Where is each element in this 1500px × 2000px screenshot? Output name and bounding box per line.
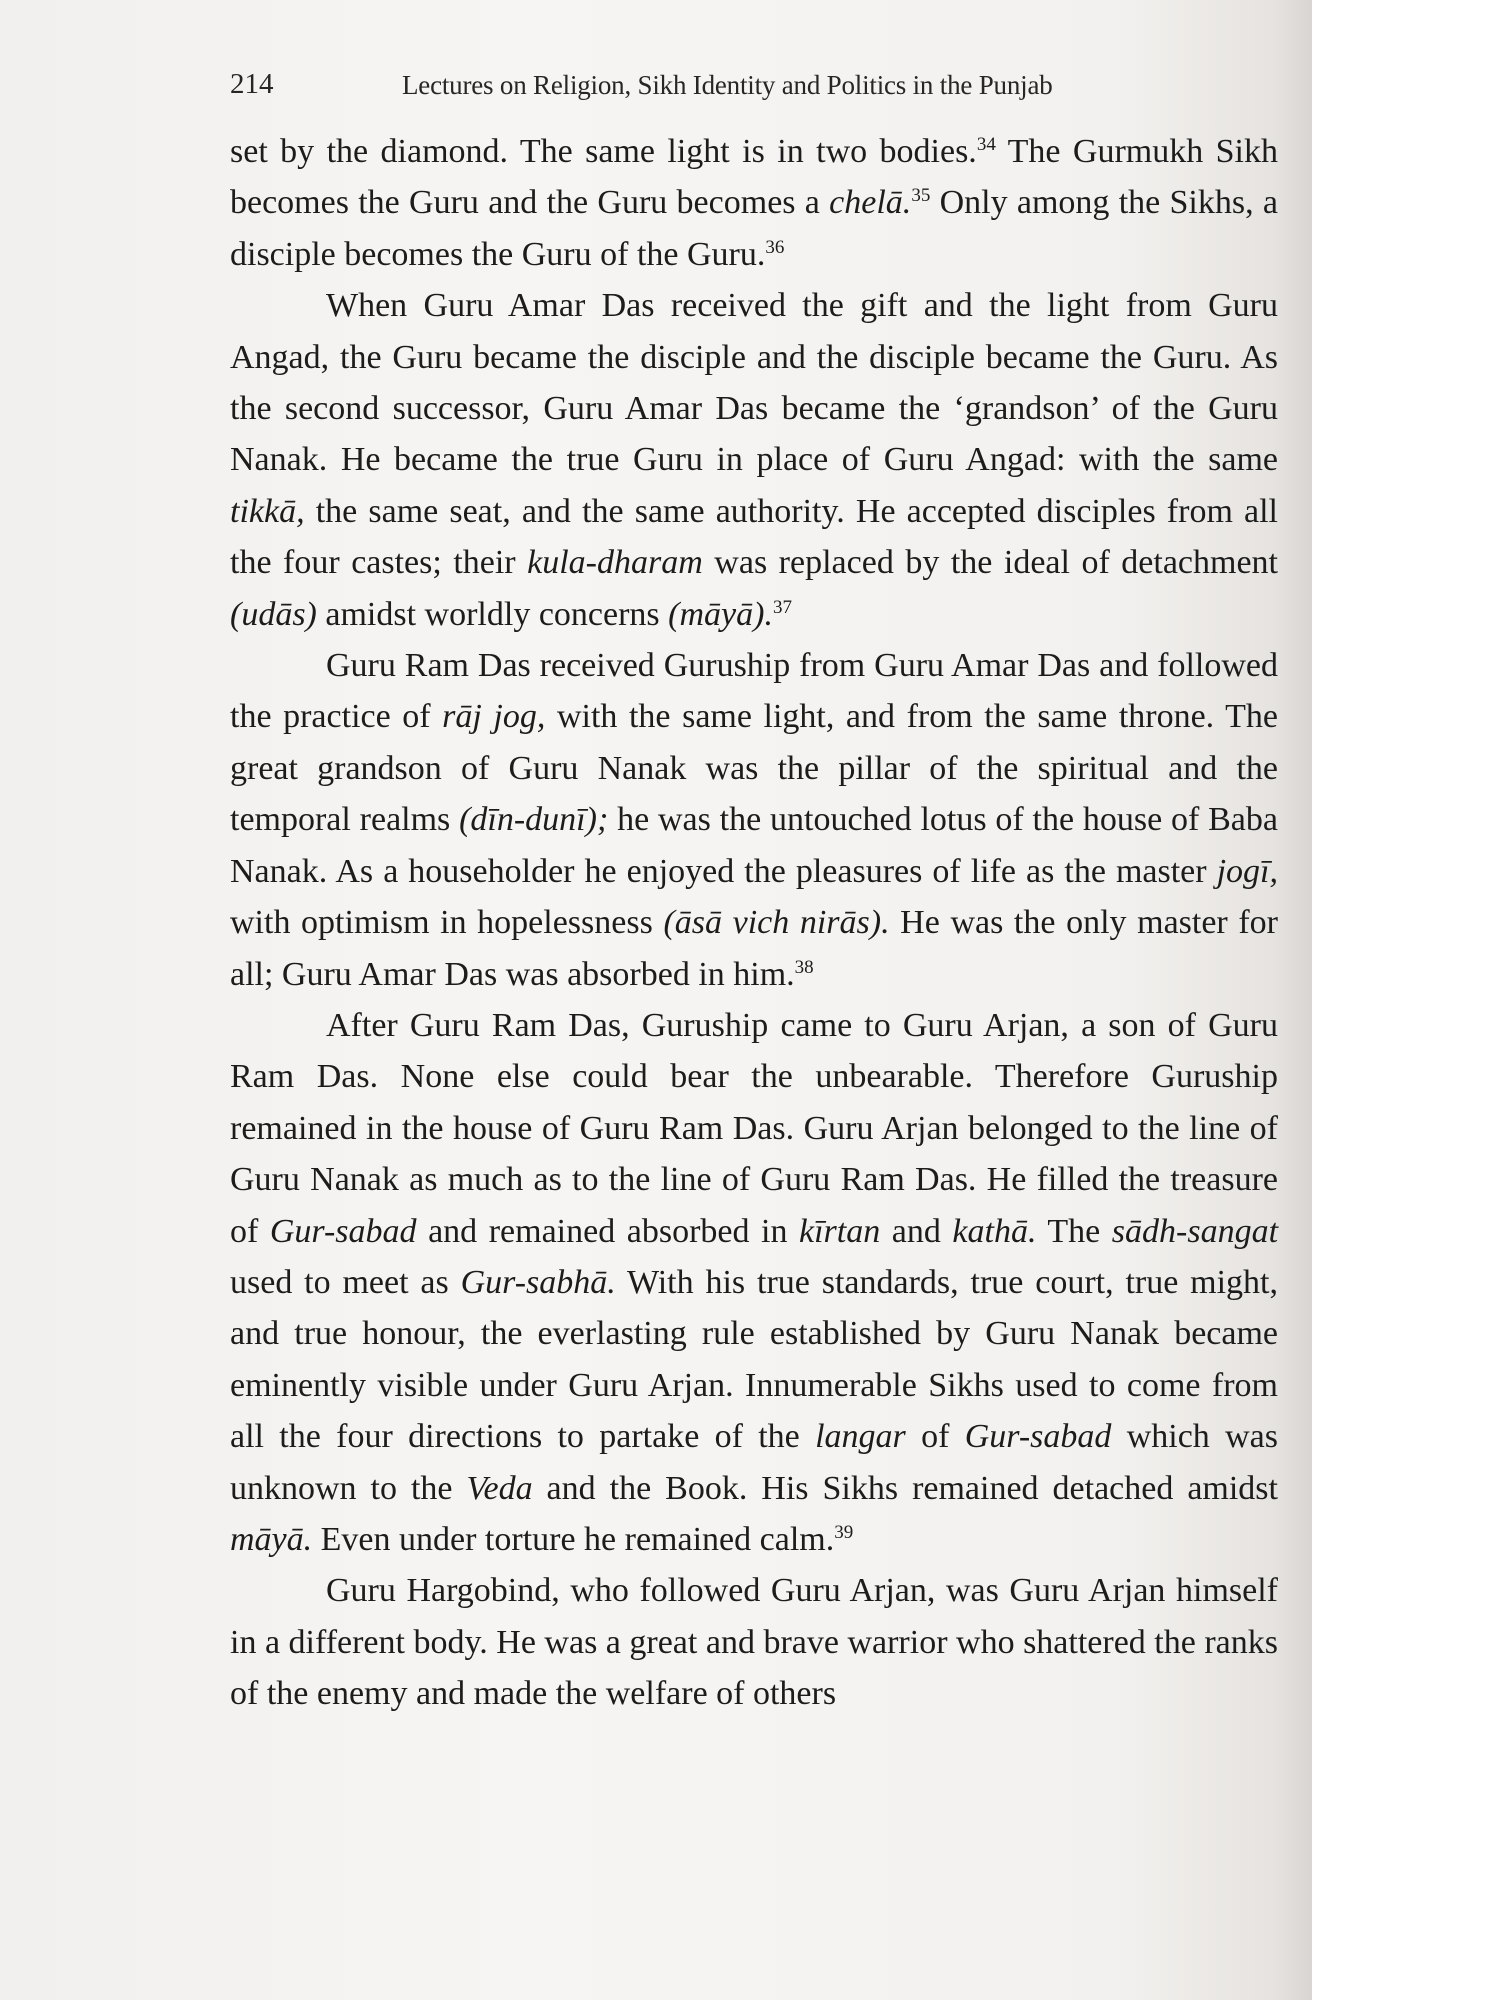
italic-term: Veda — [466, 1469, 533, 1507]
footnote-ref: 39 — [834, 1521, 854, 1543]
text-run: Guru Hargobind, who followed Guru Arjan, was Guru Arjan himself in a different body. He was a great and brave warrior who shattered the ranks of the enemy and made the welfare of others — [230, 1572, 1278, 1713]
footnote-ref: 35 — [911, 185, 931, 207]
text-run: He was the only master for all; Guru Amar Das was absorbed in him. — [230, 904, 1279, 993]
text-run: used to meet as — [230, 1263, 461, 1301]
italic-term: chelā. — [829, 184, 912, 222]
text-run: was replaced by the ideal of detachment — [702, 544, 1278, 582]
text-run: which was unknown to the — [230, 1418, 1278, 1507]
italic-term: māyā. — [230, 1520, 313, 1558]
italic-term: (udās) — [230, 595, 317, 633]
text-run: and remained absorbed in — [416, 1212, 800, 1250]
italic-term: Gur-sabad — [964, 1418, 1112, 1456]
footnote-ref: 36 — [765, 236, 785, 258]
text-run: of — [905, 1418, 965, 1456]
page-number: 214 — [230, 68, 274, 100]
italic-term: kīrtan — [799, 1212, 881, 1250]
italic-term: (dīn-dunī); — [459, 801, 609, 839]
body-text — [230, 126, 1278, 1720]
italic-term: rāj jog, — [442, 698, 546, 736]
text-run: After Guru Ram Das, Guruship came to Guru Arjan, a son of Guru Ram Das. None else could bear the unbearable. Therefore Guruship remained in the house of Guru Ram Das. Guru Arjan belonged to the line of Guru Nanak as much as to the line of Guru Ram Das. He filled the treasure of — [230, 1006, 1278, 1250]
text-run: he was the untouched lotus of the house of Baba Nanak. As a householder he enjoyed the pleasures of life as the master — [230, 801, 1278, 890]
text-run: set by the diamond. The same light is in two bodies. — [230, 133, 977, 170]
text-run: The Gurmukh Sikh becomes the Guru and the Guru becomes a — [230, 133, 1278, 222]
paragraph-3 — [230, 640, 1278, 1000]
text-run: Even under torture he remained calm. — [312, 1520, 835, 1558]
italic-term: (māyā). — [668, 595, 773, 633]
footnote-ref: 37 — [772, 596, 792, 618]
italic-term: (āsā vich nirās). — [663, 904, 890, 942]
italic-term: sādh-sangat — [1111, 1212, 1279, 1250]
page-margin-background — [1312, 0, 1500, 2000]
italic-term: tikkā, — [230, 492, 305, 530]
footnote-ref: 34 — [976, 134, 996, 155]
text-run: The — [1036, 1212, 1112, 1250]
text-run: Only among the Sikhs, a disciple becomes the Guru of the Guru. — [230, 184, 1278, 273]
text-run: the same seat, and the same authority. He accepted disciples from all the four castes; their — [230, 492, 1278, 582]
footnote-ref: 38 — [794, 956, 814, 978]
text-run: and — [880, 1212, 953, 1250]
text-run: amidst worldly concerns — [316, 595, 669, 633]
paragraph-1 — [230, 126, 1278, 280]
paragraph-4 — [230, 1000, 1278, 1565]
paragraph-5 — [230, 1565, 1278, 1719]
italic-term: langar — [815, 1418, 906, 1456]
text-run: With his true standards, true court, true might, and true honour, the everlasting rule established by Guru Nanak became eminently visible under Guru Arjan. Innumerable Sikhs used to come from all the four directions to partake of the — [230, 1263, 1278, 1456]
italic-term: Gur-sabad — [269, 1212, 417, 1250]
text-run: with the same light, and from the same throne. The great grandson of Guru Nanak was the pillar of the spiritual and the temporal realms — [230, 698, 1278, 839]
italic-term: jogī, — [1216, 852, 1278, 890]
italic-term: kathā. — [952, 1212, 1037, 1250]
text-run: When Guru Amar Das received the gift and the light from Guru Angad, the Guru became the disciple and the disciple became the Guru. As the second successor, Guru Amar Das became the ‘grandson’ of the Guru Nanak. He became the true Guru in place of Guru Angad: with the same — [230, 287, 1278, 479]
page-header — [230, 68, 1280, 108]
text-run: and the Book. His Sikhs remained detached amidst — [532, 1469, 1278, 1507]
italic-term: kula-dharam — [527, 544, 703, 582]
text-run: with optimism in hopelessness — [230, 904, 664, 942]
running-title: Lectures on Religion, Sikh Identity and Politics in the Punjab — [402, 70, 1053, 100]
paragraph-2 — [230, 280, 1278, 640]
text-run: Guru Ram Das received Guruship from Guru Amar Das and followed the practice of — [230, 647, 1278, 736]
italic-term: Gur-sabhā. — [460, 1263, 616, 1301]
